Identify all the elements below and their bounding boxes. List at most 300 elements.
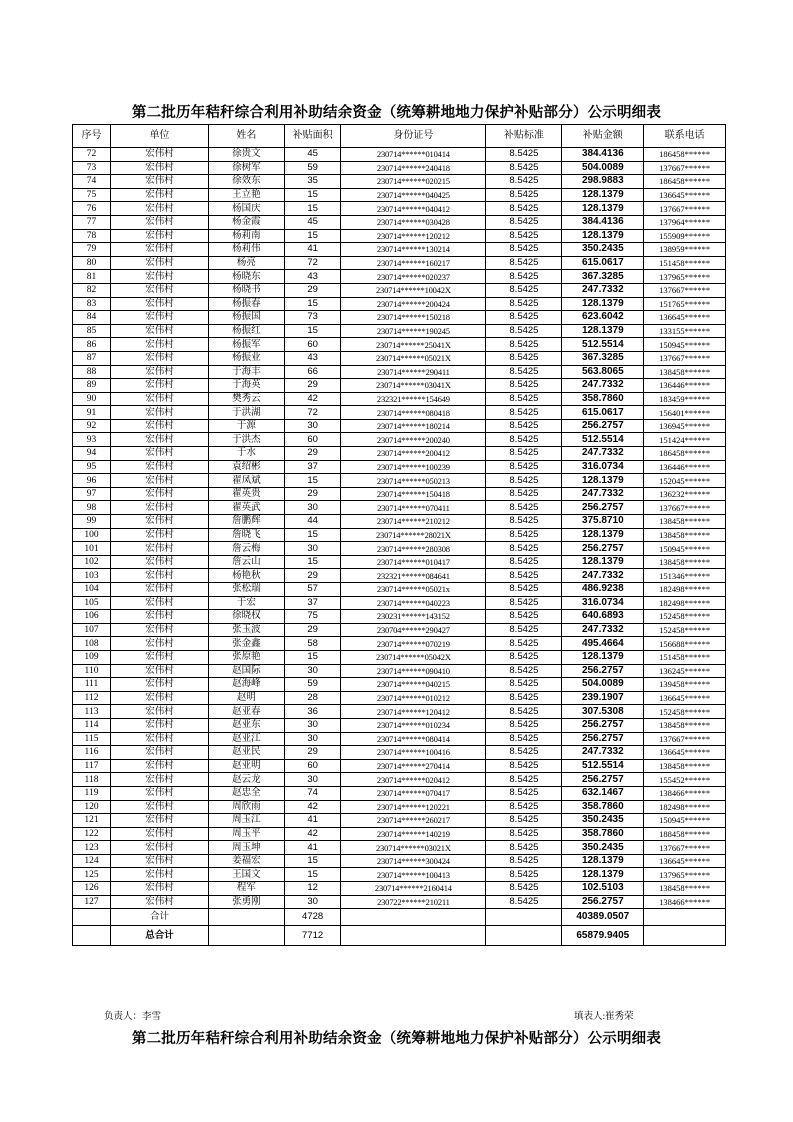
cell-area: 15 bbox=[284, 202, 340, 216]
cell-name: 翟凤斌 bbox=[208, 474, 284, 488]
cell-name: 杨振国 bbox=[208, 311, 284, 325]
cell-standard: 8.5425 bbox=[486, 623, 562, 637]
cell-unit: 宏伟村 bbox=[111, 406, 209, 420]
cell-phone: 151346****** bbox=[644, 569, 726, 583]
cell-id-number: 230714******100416 bbox=[341, 746, 486, 760]
cell-unit: 宏伟村 bbox=[111, 732, 209, 746]
cell-seq: 97 bbox=[73, 487, 111, 501]
cell-standard: 8.5425 bbox=[486, 474, 562, 488]
cell-unit: 宏伟村 bbox=[111, 215, 209, 229]
cell-seq: 106 bbox=[73, 610, 111, 624]
cell-seq: 108 bbox=[73, 637, 111, 651]
table-row bbox=[73, 487, 726, 501]
cell-area: 30 bbox=[284, 542, 340, 556]
cell-seq: 95 bbox=[73, 460, 111, 474]
cell-unit: 宏伟村 bbox=[111, 718, 209, 732]
cell-phone: 156401****** bbox=[644, 406, 726, 420]
cell-amount: 256.2757 bbox=[562, 501, 644, 515]
cell-unit: 宏伟村 bbox=[111, 392, 209, 406]
cell-area: 57 bbox=[284, 583, 340, 597]
cell-standard: 8.5425 bbox=[486, 705, 562, 719]
table-row bbox=[73, 297, 726, 311]
cell-amount: 358.7860 bbox=[562, 800, 644, 814]
cell-id-number: 230722******210211 bbox=[341, 895, 486, 909]
cell-unit: 宏伟村 bbox=[111, 650, 209, 664]
cell-seq: 114 bbox=[73, 718, 111, 732]
cell-area: 29 bbox=[284, 447, 340, 461]
cell-seq: 88 bbox=[73, 365, 111, 379]
cell-area: 15 bbox=[284, 555, 340, 569]
cell-name: 赵国际 bbox=[208, 664, 284, 678]
cell-seq: 78 bbox=[73, 229, 111, 243]
cell-amount: 615.0617 bbox=[562, 406, 644, 420]
cell-unit: 宏伟村 bbox=[111, 419, 209, 433]
cell-id-number: 230714******140219 bbox=[341, 827, 486, 841]
cell-standard: 8.5425 bbox=[486, 229, 562, 243]
cell-name: 王立艳 bbox=[208, 188, 284, 202]
cell-seq: 81 bbox=[73, 270, 111, 284]
cell-seq: 89 bbox=[73, 379, 111, 393]
cell-phone: 155452****** bbox=[644, 773, 726, 787]
cell-unit: 宏伟村 bbox=[111, 800, 209, 814]
cell-id-number: 230714******03041X bbox=[341, 379, 486, 393]
cell-name: 杨莉伟 bbox=[208, 243, 284, 257]
cell-area: 66 bbox=[284, 365, 340, 379]
cell-standard: 8.5425 bbox=[486, 732, 562, 746]
cell-standard: 8.5425 bbox=[486, 447, 562, 461]
cell-unit: 宏伟村 bbox=[111, 297, 209, 311]
cell-id-number: 232321******154649 bbox=[341, 392, 486, 406]
cell-amount: 512.5514 bbox=[562, 433, 644, 447]
cell-seq: 86 bbox=[73, 338, 111, 352]
cell-standard: 8.5425 bbox=[486, 202, 562, 216]
cell-phone: 138458****** bbox=[644, 759, 726, 773]
cell-area: 37 bbox=[284, 596, 340, 610]
cell-standard: 8.5425 bbox=[486, 773, 562, 787]
cell-seq: 120 bbox=[73, 800, 111, 814]
cell-name: 杨金霞 bbox=[208, 215, 284, 229]
cell-seq: 118 bbox=[73, 773, 111, 787]
cell-phone: 136645****** bbox=[644, 746, 726, 760]
cell-area: 15 bbox=[284, 528, 340, 542]
table-row bbox=[73, 311, 726, 325]
cell-amount: 256.2757 bbox=[562, 732, 644, 746]
cell-name: 杨振军 bbox=[208, 338, 284, 352]
cell-id-number: 230714******05021X bbox=[341, 351, 486, 365]
cell-name: 程军 bbox=[208, 882, 284, 896]
cell-seq: 111 bbox=[73, 678, 111, 692]
cell-seq: 127 bbox=[73, 895, 111, 909]
table-row bbox=[73, 895, 726, 909]
cell-standard: 8.5425 bbox=[486, 691, 562, 705]
cell-name: 杨国庆 bbox=[208, 202, 284, 216]
table-body bbox=[73, 148, 726, 909]
cell-area: 30 bbox=[284, 732, 340, 746]
cell-phone: 138959****** bbox=[644, 243, 726, 257]
cell-standard: 8.5425 bbox=[486, 351, 562, 365]
cell-name: 詹晓飞 bbox=[208, 528, 284, 542]
cell-amount: 256.2757 bbox=[562, 542, 644, 556]
cell-phone: 137667****** bbox=[644, 841, 726, 855]
cell-area: 73 bbox=[284, 311, 340, 325]
cell-id-number: 230714******020215 bbox=[341, 175, 486, 189]
cell-area: 72 bbox=[284, 256, 340, 270]
page-title: 第二批历年秸秆综合利用补助结余资金（统筹耕地地力保护补贴部分）公示明细表 bbox=[131, 104, 662, 121]
cell-amount: 367.3285 bbox=[562, 351, 644, 365]
cell-phone: 136245****** bbox=[644, 664, 726, 678]
table-row bbox=[73, 610, 726, 624]
cell-unit: 宏伟村 bbox=[111, 365, 209, 379]
cell-id-number: 230714******240418 bbox=[341, 161, 486, 175]
cell-id-number: 230714******010212 bbox=[341, 691, 486, 705]
cell-amount: 512.5514 bbox=[562, 759, 644, 773]
cell-amount: 128.1379 bbox=[562, 229, 644, 243]
cell-name: 于源 bbox=[208, 419, 284, 433]
cell-phone: 138458****** bbox=[644, 718, 726, 732]
cell-id-number: 230714******270414 bbox=[341, 759, 486, 773]
cell-seq: 74 bbox=[73, 175, 111, 189]
cell-amount: 128.1379 bbox=[562, 555, 644, 569]
cell-amount: 128.1379 bbox=[562, 324, 644, 338]
cell-name: 杨晓东 bbox=[208, 270, 284, 284]
cell-name: 周玉平 bbox=[208, 827, 284, 841]
cell-area: 75 bbox=[284, 610, 340, 624]
cell-standard: 8.5425 bbox=[486, 555, 562, 569]
cell-id-number: 230714******120212 bbox=[341, 229, 486, 243]
table-row bbox=[73, 229, 726, 243]
cell-name: 于洪杰 bbox=[208, 433, 284, 447]
cell-phone: 152045****** bbox=[644, 474, 726, 488]
cell-unit: 宏伟村 bbox=[111, 379, 209, 393]
cell-seq: 72 bbox=[73, 148, 111, 162]
cell-unit: 宏伟村 bbox=[111, 895, 209, 909]
cell-unit: 宏伟村 bbox=[111, 678, 209, 692]
cell-seq: 76 bbox=[73, 202, 111, 216]
cell-amount: 384.4136 bbox=[562, 148, 644, 162]
cell-area: 41 bbox=[284, 814, 340, 828]
cell-area: 29 bbox=[284, 487, 340, 501]
cell-amount: 102.5103 bbox=[562, 882, 644, 896]
table-row bbox=[73, 270, 726, 284]
cell-unit: 宏伟村 bbox=[111, 691, 209, 705]
cell-unit: 宏伟村 bbox=[111, 283, 209, 297]
cell-name: 徐贵文 bbox=[208, 148, 284, 162]
cell-area: 15 bbox=[284, 188, 340, 202]
cell-unit: 宏伟村 bbox=[111, 637, 209, 651]
table-row bbox=[73, 583, 726, 597]
cell-standard: 8.5425 bbox=[486, 243, 562, 257]
header-id-number: 身份证号 bbox=[341, 125, 486, 148]
cell-seq: 105 bbox=[73, 596, 111, 610]
cell-seq: 116 bbox=[73, 746, 111, 760]
table-row bbox=[73, 759, 726, 773]
cell-name: 杨振红 bbox=[208, 324, 284, 338]
grand-total-amount: 65879.9405 bbox=[562, 926, 644, 946]
cell-seq: 85 bbox=[73, 324, 111, 338]
cell-phone: 137667****** bbox=[644, 283, 726, 297]
cell-seq: 80 bbox=[73, 256, 111, 270]
table-row bbox=[73, 786, 726, 800]
cell-name: 于宏 bbox=[208, 596, 284, 610]
table-header-row bbox=[73, 125, 726, 148]
table-row bbox=[73, 392, 726, 406]
cell-standard: 8.5425 bbox=[486, 596, 562, 610]
cell-name: 徐晓权 bbox=[208, 610, 284, 624]
cell-name: 赵亚东 bbox=[208, 718, 284, 732]
cell-phone: 186458****** bbox=[644, 148, 726, 162]
cell-id-number: 230714******050213 bbox=[341, 474, 486, 488]
cell-id-number: 230714******150218 bbox=[341, 311, 486, 325]
cell-name: 赵亚民 bbox=[208, 746, 284, 760]
cell-seq: 119 bbox=[73, 786, 111, 800]
subtotal-row bbox=[73, 909, 726, 926]
cell-phone: 137965****** bbox=[644, 270, 726, 284]
cell-area: 15 bbox=[284, 324, 340, 338]
cell-phone: 139458****** bbox=[644, 678, 726, 692]
cell-unit: 宏伟村 bbox=[111, 705, 209, 719]
cell-name: 徐效东 bbox=[208, 175, 284, 189]
cell-area: 35 bbox=[284, 175, 340, 189]
cell-name: 周玉坤 bbox=[208, 841, 284, 855]
cell-phone: 152458****** bbox=[644, 705, 726, 719]
cell-standard: 8.5425 bbox=[486, 786, 562, 800]
cell-unit: 宏伟村 bbox=[111, 202, 209, 216]
cell-amount: 247.7332 bbox=[562, 447, 644, 461]
cell-name: 赵明 bbox=[208, 691, 284, 705]
cell-standard: 8.5425 bbox=[486, 678, 562, 692]
cell-amount: 298.9883 bbox=[562, 175, 644, 189]
cell-phone: 182498****** bbox=[644, 583, 726, 597]
cell-amount: 256.2757 bbox=[562, 773, 644, 787]
table-row bbox=[73, 188, 726, 202]
cell-phone: 182498****** bbox=[644, 800, 726, 814]
cell-phone: 151765****** bbox=[644, 297, 726, 311]
table-row bbox=[73, 705, 726, 719]
cell-area: 37 bbox=[284, 460, 340, 474]
cell-standard: 8.5425 bbox=[486, 487, 562, 501]
table-row bbox=[73, 882, 726, 896]
cell-phone: 137965****** bbox=[644, 868, 726, 882]
cell-name: 赵忠全 bbox=[208, 786, 284, 800]
cell-phone: 151424****** bbox=[644, 433, 726, 447]
cell-area: 15 bbox=[284, 854, 340, 868]
cell-phone: 137964****** bbox=[644, 215, 726, 229]
cell-name: 翟英贵 bbox=[208, 487, 284, 501]
cell-unit: 宏伟村 bbox=[111, 515, 209, 529]
cell-amount: 367.3285 bbox=[562, 270, 644, 284]
cell-id-number: 230714******150418 bbox=[341, 487, 486, 501]
cell-unit: 宏伟村 bbox=[111, 555, 209, 569]
cell-id-number: 230714******010417 bbox=[341, 555, 486, 569]
cell-seq: 87 bbox=[73, 351, 111, 365]
table-row bbox=[73, 215, 726, 229]
cell-phone: 136645****** bbox=[644, 854, 726, 868]
cell-id-number: 230714******28021X bbox=[341, 528, 486, 542]
cell-phone: 137667****** bbox=[644, 732, 726, 746]
cell-area: 28 bbox=[284, 691, 340, 705]
cell-id-number: 230714******040215 bbox=[341, 678, 486, 692]
table-row bbox=[73, 773, 726, 787]
cell-standard: 8.5425 bbox=[486, 433, 562, 447]
header-area: 补贴面积 bbox=[284, 125, 340, 148]
table-row bbox=[73, 678, 726, 692]
cell-phone: 151458****** bbox=[644, 256, 726, 270]
cell-unit: 宏伟村 bbox=[111, 596, 209, 610]
cell-standard: 8.5425 bbox=[486, 338, 562, 352]
cell-amount: 504.0089 bbox=[562, 161, 644, 175]
cell-phone: 152458****** bbox=[644, 623, 726, 637]
footer-filler: 填表人:崔秀荣 bbox=[574, 1012, 634, 1022]
cell-standard: 8.5425 bbox=[486, 311, 562, 325]
cell-amount: 640.6893 bbox=[562, 610, 644, 624]
cell-unit: 宏伟村 bbox=[111, 487, 209, 501]
cell-amount: 316.0734 bbox=[562, 596, 644, 610]
cell-unit: 宏伟村 bbox=[111, 311, 209, 325]
cell-seq: 125 bbox=[73, 868, 111, 882]
cell-name: 周欣雨 bbox=[208, 800, 284, 814]
cell-seq: 112 bbox=[73, 691, 111, 705]
cell-name: 徐树军 bbox=[208, 161, 284, 175]
cell-seq: 99 bbox=[73, 515, 111, 529]
cell-area: 60 bbox=[284, 433, 340, 447]
table-row bbox=[73, 243, 726, 257]
cell-seq: 104 bbox=[73, 583, 111, 597]
cell-name: 杨晓书 bbox=[208, 283, 284, 297]
cell-name: 杨亮 bbox=[208, 256, 284, 270]
cell-name: 赵海峰 bbox=[208, 678, 284, 692]
subtotal-area: 4728 bbox=[284, 909, 340, 926]
cell-seq: 110 bbox=[73, 664, 111, 678]
cell-seq: 101 bbox=[73, 542, 111, 556]
cell-standard: 8.5425 bbox=[486, 814, 562, 828]
header-seq: 序号 bbox=[73, 125, 111, 148]
table-row bbox=[73, 800, 726, 814]
table-row bbox=[73, 338, 726, 352]
cell-name: 张玉波 bbox=[208, 623, 284, 637]
cell-unit: 宏伟村 bbox=[111, 338, 209, 352]
cell-area: 59 bbox=[284, 678, 340, 692]
cell-area: 43 bbox=[284, 270, 340, 284]
table-row bbox=[73, 841, 726, 855]
cell-seq: 79 bbox=[73, 243, 111, 257]
cell-name: 樊秀云 bbox=[208, 392, 284, 406]
cell-standard: 8.5425 bbox=[486, 746, 562, 760]
cell-area: 29 bbox=[284, 746, 340, 760]
subsidy-table bbox=[72, 124, 726, 946]
cell-seq: 77 bbox=[73, 215, 111, 229]
cell-id-number: 230714******070417 bbox=[341, 786, 486, 800]
header-phone: 联系电话 bbox=[644, 125, 726, 148]
cell-phone: 136945****** bbox=[644, 419, 726, 433]
table-row bbox=[73, 515, 726, 529]
table-row bbox=[73, 379, 726, 393]
table-row bbox=[73, 351, 726, 365]
cell-name: 赵亚春 bbox=[208, 705, 284, 719]
cell-seq: 98 bbox=[73, 501, 111, 515]
cell-area: 60 bbox=[284, 338, 340, 352]
cell-unit: 宏伟村 bbox=[111, 447, 209, 461]
table-row bbox=[73, 732, 726, 746]
next-page-title: 第二批历年秸秆综合利用补助结余资金（统筹耕地地力保护补贴部分）公示明细表 bbox=[131, 1030, 662, 1047]
cell-unit: 宏伟村 bbox=[111, 814, 209, 828]
cell-amount: 563.8065 bbox=[562, 365, 644, 379]
cell-unit: 宏伟村 bbox=[111, 610, 209, 624]
cell-id-number: 230704******290427 bbox=[341, 623, 486, 637]
table-row bbox=[73, 175, 726, 189]
cell-standard: 8.5425 bbox=[486, 569, 562, 583]
cell-standard: 8.5425 bbox=[486, 637, 562, 651]
cell-seq: 91 bbox=[73, 406, 111, 420]
cell-id-number: 230714******10042X bbox=[341, 283, 486, 297]
cell-amount: 128.1379 bbox=[562, 528, 644, 542]
cell-standard: 8.5425 bbox=[486, 528, 562, 542]
cell-area: 41 bbox=[284, 243, 340, 257]
cell-phone: 138458****** bbox=[644, 882, 726, 896]
table-row bbox=[73, 664, 726, 678]
cell-phone: 136645****** bbox=[644, 691, 726, 705]
cell-unit: 宏伟村 bbox=[111, 569, 209, 583]
cell-phone: 133155****** bbox=[644, 324, 726, 338]
cell-id-number: 230714******200412 bbox=[341, 447, 486, 461]
cell-unit: 宏伟村 bbox=[111, 841, 209, 855]
cell-amount: 247.7332 bbox=[562, 569, 644, 583]
cell-unit: 宏伟村 bbox=[111, 229, 209, 243]
cell-amount: 128.1379 bbox=[562, 854, 644, 868]
cell-amount: 256.2757 bbox=[562, 895, 644, 909]
cell-name: 王国文 bbox=[208, 868, 284, 882]
cell-standard: 8.5425 bbox=[486, 419, 562, 433]
cell-name: 詹云山 bbox=[208, 555, 284, 569]
cell-standard: 8.5425 bbox=[486, 542, 562, 556]
cell-seq: 115 bbox=[73, 732, 111, 746]
cell-unit: 宏伟村 bbox=[111, 759, 209, 773]
cell-area: 12 bbox=[284, 882, 340, 896]
cell-phone: 138458****** bbox=[644, 515, 726, 529]
cell-amount: 128.1379 bbox=[562, 650, 644, 664]
cell-phone: 138466****** bbox=[644, 786, 726, 800]
cell-id-number: 230714******130214 bbox=[341, 243, 486, 257]
cell-seq: 121 bbox=[73, 814, 111, 828]
cell-area: 45 bbox=[284, 215, 340, 229]
header-standard: 补贴标准 bbox=[486, 125, 562, 148]
cell-unit: 宏伟村 bbox=[111, 583, 209, 597]
cell-name: 张原艳 bbox=[208, 650, 284, 664]
cell-amount: 615.0617 bbox=[562, 256, 644, 270]
cell-amount: 495.4664 bbox=[562, 637, 644, 651]
cell-standard: 8.5425 bbox=[486, 664, 562, 678]
cell-standard: 8.5425 bbox=[486, 270, 562, 284]
cell-id-number: 230714******100239 bbox=[341, 460, 486, 474]
table-row bbox=[73, 460, 726, 474]
cell-area: 60 bbox=[284, 759, 340, 773]
subtotal-label: 合计 bbox=[111, 909, 209, 926]
table-row bbox=[73, 868, 726, 882]
cell-standard: 8.5425 bbox=[486, 882, 562, 896]
cell-unit: 宏伟村 bbox=[111, 460, 209, 474]
cell-unit: 宏伟村 bbox=[111, 542, 209, 556]
cell-amount: 247.7332 bbox=[562, 379, 644, 393]
cell-id-number: 230714******100413 bbox=[341, 868, 486, 882]
cell-area: 29 bbox=[284, 283, 340, 297]
cell-standard: 8.5425 bbox=[486, 718, 562, 732]
grand-total-area: 7712 bbox=[284, 926, 340, 946]
cell-area: 15 bbox=[284, 650, 340, 664]
cell-id-number: 230714******200240 bbox=[341, 433, 486, 447]
cell-standard: 8.5425 bbox=[486, 283, 562, 297]
cell-unit: 宏伟村 bbox=[111, 528, 209, 542]
cell-seq: 109 bbox=[73, 650, 111, 664]
cell-name: 翟英武 bbox=[208, 501, 284, 515]
